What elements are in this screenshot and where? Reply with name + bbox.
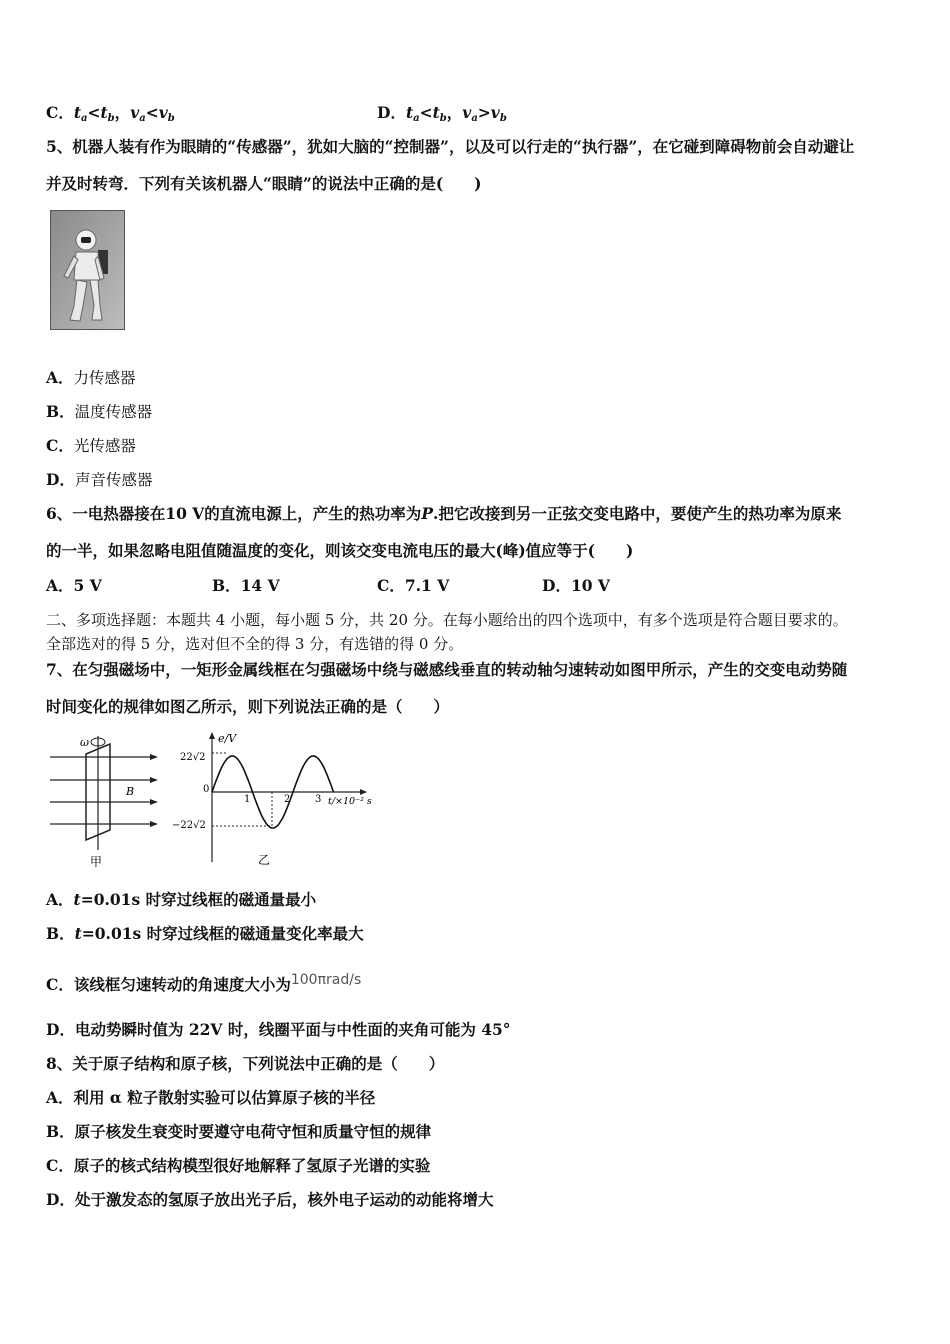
q5-option-d[interactable]: D．声音传感器 — [46, 470, 153, 489]
figure-yi-caption: 乙 — [258, 853, 271, 867]
figure-jia — [46, 732, 166, 872]
q7-stem-line1: 7、在匀强磁场中，一矩形金属线框在匀强磁场中绕与磁感线垂直的转动轴匀速转动如图甲所示，产生的交变电动势随 — [46, 660, 848, 679]
q7-stem-line2: 时间变化的规律如图乙所示，则下列说法正确的是（ ） — [46, 697, 450, 716]
q4-option-d: D．$t_a<t_b$，$v_a>v_b$ — [377, 103, 507, 124]
q6-option-a[interactable]: A．5 V — [46, 576, 102, 595]
x-tick-3: 3 — [315, 794, 322, 805]
q6-stem-line1: 6、一电热器接在10 V的直流电源上，产生的热功率为P.把它改接到另一正弦交变电路中，要使产生的热功率为原来 — [46, 504, 842, 523]
q6-option-d[interactable]: D．10 V — [542, 576, 610, 595]
q7-option-b[interactable]: B．t=0.01s 时穿过线框的磁通量变化率最大 — [46, 924, 364, 943]
figure-yi-chart — [170, 730, 380, 872]
q7-option-c[interactable]: C．该线框匀速转动的角速度大小为100πrad/s — [46, 972, 362, 994]
q6-stem-line2: 的一半，如果忽略电阻值随温度的变化，则该交变电流电压的最大(峰)值应等于( ) — [46, 541, 634, 560]
q7-option-a[interactable]: A．t=0.01s 时穿过线框的磁通量最小 — [46, 890, 317, 909]
x-tick-1: 1 — [244, 794, 251, 805]
q7-option-d[interactable]: D．电动势瞬时值为 22V 时，线圈平面与中性面的夹角可能为 45° — [46, 1020, 511, 1039]
x-axis-label: t/×10⁻² s — [328, 796, 372, 807]
omega-label: ω — [80, 736, 89, 749]
q6-option-b[interactable]: B．14 V — [212, 576, 280, 595]
q4-option-c: C．$t_a<t_b$，$v_a<v_b$ — [46, 103, 175, 124]
origin-label: 0 — [203, 784, 210, 795]
q5-option-a[interactable]: A．力传感器 — [46, 368, 136, 387]
q5-option-b[interactable]: B．温度传感器 — [46, 402, 153, 421]
q4-option-c-label: C． — [46, 103, 74, 122]
q5-option-c[interactable]: C．光传感器 — [46, 436, 136, 455]
section2-instructions-line2: 全部选对的得 5 分，选对但不全的得 3 分，有选错的得 0 分。 — [46, 635, 464, 653]
y-axis-label: e/V — [218, 732, 237, 745]
x-tick-2: 2 — [284, 794, 291, 805]
figure-jia-caption: 甲 — [90, 855, 103, 869]
q8-option-c[interactable]: C．原子的核式结构模型很好地解释了氢原子光谱的实验 — [46, 1156, 431, 1175]
q5-stem-line2: 并及时转弯．下列有关该机器人“眼睛”的说法中正确的是( ) — [46, 174, 482, 193]
q8-option-b[interactable]: B．原子核发生衰变时要遵守电荷守恒和质量守恒的规律 — [46, 1122, 432, 1141]
q6-option-c[interactable]: C．7.1 V — [377, 576, 450, 595]
y-tick-top: 22√2 — [180, 752, 206, 763]
robot-photo — [50, 210, 125, 330]
b-field-label: B — [126, 785, 135, 798]
q8-option-a[interactable]: A．利用 α 粒子散射实验可以估算原子核的半径 — [46, 1088, 376, 1107]
q8-stem: 8、关于原子结构和原子核，下列说法中正确的是（ ） — [46, 1054, 445, 1073]
section2-instructions-line1: 二、多项选择题：本题共 4 小题，每小题 5 分，共 20 分。在每小题给出的四个选项中，有多个选项是符合题目要求的。 — [46, 611, 848, 629]
q8-option-d[interactable]: D．处于激发态的氢原子放出光子后，核外电子运动的动能将增大 — [46, 1190, 494, 1209]
y-tick-bottom: −22√2 — [172, 820, 206, 831]
q4-option-d-label: D． — [377, 103, 406, 122]
omega-formula: 100πrad/s — [290, 972, 362, 988]
q5-stem-line1: 5、机器人装有作为眼睛的“传感器”，犹如大脑的“控制器”，以及可以行走的“执行器”，在它碰到障碍物前会自动避让 — [46, 137, 855, 156]
